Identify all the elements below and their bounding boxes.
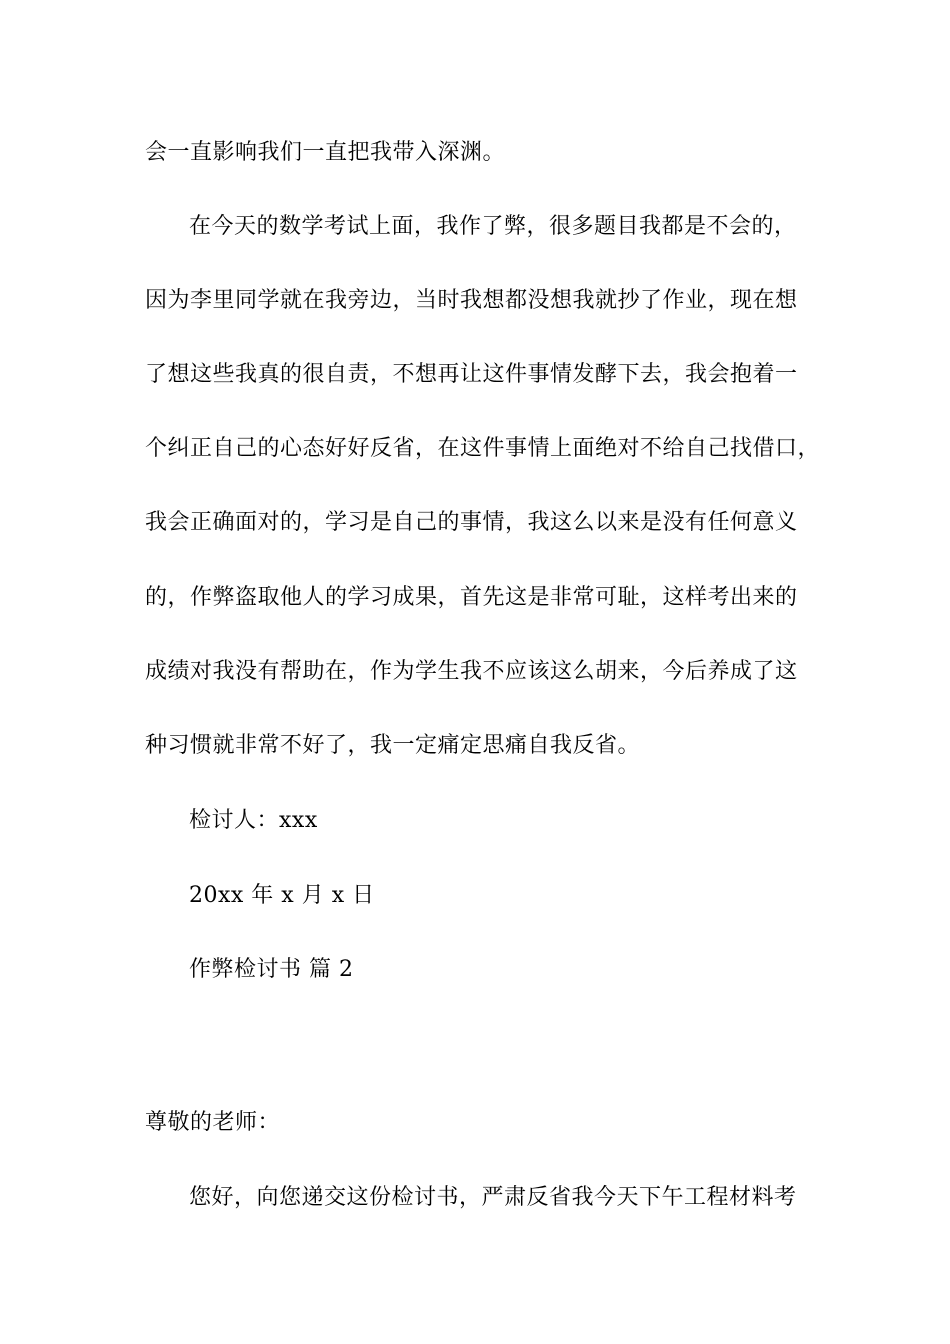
paragraph-line: 个纠正自己的心态好好反省，在这件事情上面绝对不给自己找借口， (145, 436, 821, 461)
salutation-line: 尊敬的老师： (145, 1110, 281, 1135)
paragraph-line: 成绩对我没有帮助在，作为学生我不应该这么胡来，今后养成了这 (145, 659, 798, 684)
section-heading: 作弊检讨书 篇 2 (189, 957, 354, 982)
signature-line: 检讨人：xxx (189, 808, 318, 833)
paragraph-line: 种习惯就非常不好了，我一定痛定思痛自我反省。 (145, 733, 641, 758)
paragraph-line: 会一直影响我们一直把我带入深渊。 (145, 140, 506, 165)
paragraph-line: 的，作弊盗取他人的学习成果，首先这是非常可耻，这样考出来的 (145, 585, 798, 610)
paragraph-line: 我会正确面对的，学习是自己的事情，我这么以来是没有任何意义 (145, 510, 798, 535)
paragraph-line: 您好，向您递交这份检讨书，严肃反省我今天下午工程材料考 (189, 1185, 797, 1210)
paragraph-line: 了想这些我真的很自责，不想再让这件事情发酵下去，我会抱着一 (145, 362, 798, 387)
paragraph-line: 在今天的数学考试上面，我作了弊，很多题目我都是不会的， (189, 214, 797, 239)
date-line: 20xx 年 x 月 x 日 (189, 883, 375, 908)
paragraph-line: 因为李里同学就在我旁边，当时我想都没想我就抄了作业，现在想 (145, 288, 798, 313)
